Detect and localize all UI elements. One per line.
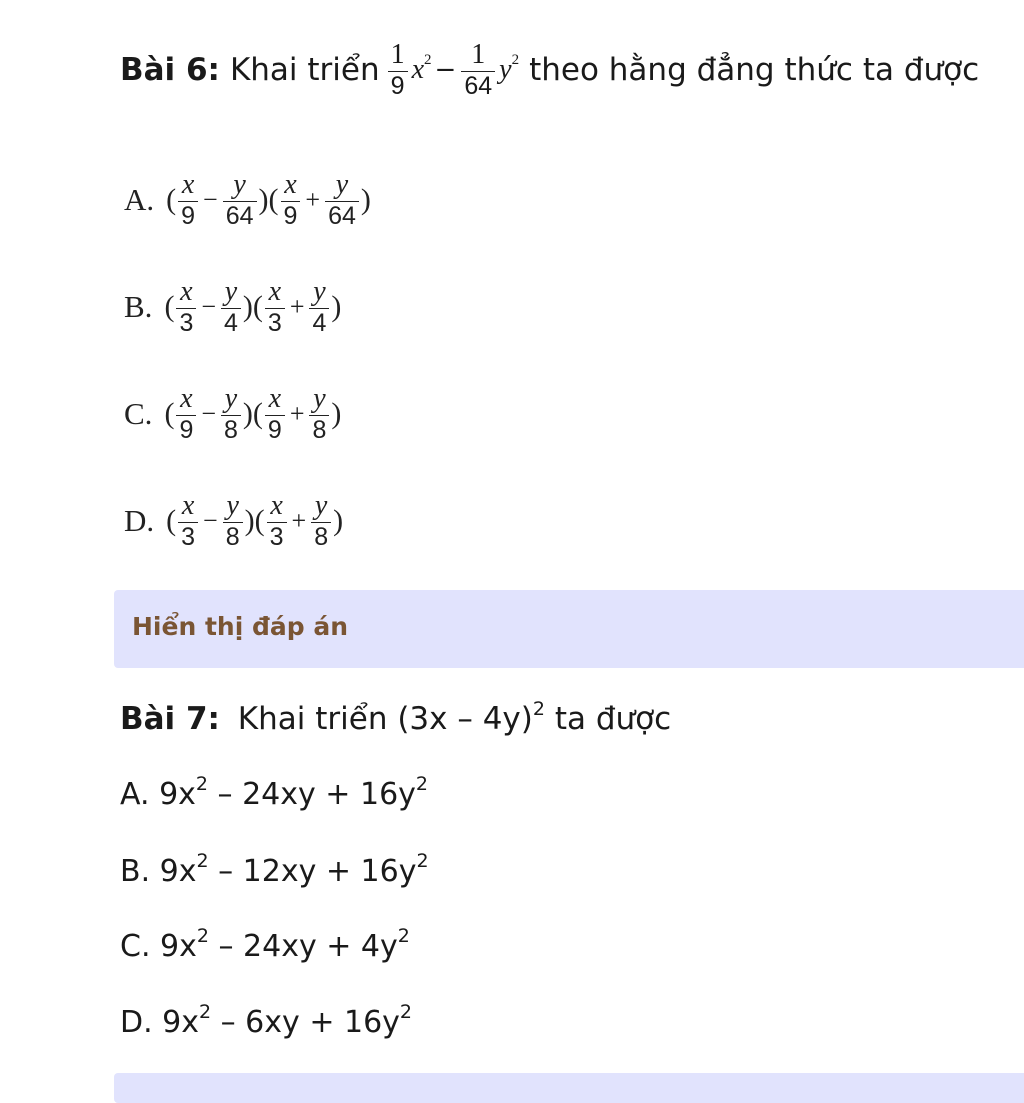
fraction-one-sixtyfourth: $\frac{1}{64}$ bbox=[461, 41, 495, 99]
problem-6-title bbox=[120, 30, 979, 110]
option-6b bbox=[124, 267, 341, 347]
problem-7-text: Khai triển (3x – 4y) bbox=[237, 701, 533, 737]
fraction-x: $\frac{x}{9}$ bbox=[265, 385, 285, 443]
plus-sign: + bbox=[289, 399, 305, 428]
minus-sign: − bbox=[203, 185, 218, 214]
mid-paren: )( bbox=[244, 504, 265, 537]
fraction-y: $\frac{y}{64}$ bbox=[325, 171, 359, 229]
fraction-y: $\frac{y}{4}$ bbox=[309, 278, 329, 336]
problem-7-text-after: ta được bbox=[554, 701, 672, 737]
option-7d: D. $9x^2 - 6xy + 16y^2$ bbox=[120, 1001, 413, 1040]
problem-7-title bbox=[120, 697, 671, 741]
fraction-y: $\frac{y}{8}$ bbox=[223, 492, 243, 550]
fraction-y: $\frac{y}{8}$ bbox=[311, 492, 331, 550]
open-paren: ( bbox=[164, 290, 175, 323]
plus-sign: + bbox=[305, 185, 321, 214]
close-paren: ) bbox=[360, 183, 371, 216]
problem-6-outro: theo hằng đẳng thức ta được bbox=[529, 52, 980, 88]
minus-sign: − bbox=[434, 55, 457, 85]
next-answer-panel[interactable] bbox=[114, 1073, 1024, 1103]
minus-sign: − bbox=[203, 506, 218, 535]
problem-7-label: Bài 7: bbox=[120, 701, 220, 737]
mid-paren: )( bbox=[258, 183, 279, 216]
fraction-x: $\frac{x}{9}$ bbox=[178, 171, 198, 229]
fraction-x: $\frac{x}{9}$ bbox=[176, 385, 196, 443]
option-7c: C. $9x^2 - 24xy + 4y^2$ bbox=[120, 925, 410, 964]
show-answer-button[interactable]: Hiển thị đáp án bbox=[132, 612, 349, 641]
option-6d bbox=[124, 481, 343, 561]
var-y-squared: $y^2$ bbox=[499, 51, 520, 85]
problem-7-exponent: 2 bbox=[532, 697, 545, 720]
fraction-one-ninth: $\frac{1}{9}$ bbox=[388, 41, 408, 99]
close-paren: ) bbox=[333, 504, 344, 537]
close-paren: ) bbox=[331, 290, 342, 323]
fraction-x: $\frac{x}{3}$ bbox=[267, 492, 287, 550]
fraction-x: $\frac{x}{3}$ bbox=[265, 278, 285, 336]
fraction-x: $\frac{x}{3}$ bbox=[178, 492, 198, 550]
plus-sign: + bbox=[289, 292, 305, 321]
fraction-x: $\frac{x}{9}$ bbox=[281, 171, 301, 229]
mid-paren: )( bbox=[242, 397, 263, 430]
fraction-x: $\frac{x}{3}$ bbox=[176, 278, 196, 336]
option-7a: A. $9x^2 - 24xy + 16y^2$ bbox=[120, 773, 428, 812]
show-answer-panel[interactable] bbox=[114, 590, 1024, 668]
problem-6-label: Bài 6: bbox=[120, 52, 220, 88]
minus-sign: − bbox=[201, 399, 217, 428]
mid-paren: )( bbox=[242, 290, 263, 323]
plus-sign: + bbox=[291, 506, 307, 535]
option-letter: A. bbox=[124, 182, 155, 217]
var-x-squared: $x^2$ bbox=[411, 51, 432, 85]
open-paren: ( bbox=[166, 504, 177, 537]
option-6c bbox=[124, 374, 341, 454]
fraction-y: $\frac{y}{64}$ bbox=[223, 171, 257, 229]
fraction-y: $\frac{y}{8}$ bbox=[221, 385, 241, 443]
fraction-y: $\frac{y}{8}$ bbox=[309, 385, 329, 443]
option-letter: D. bbox=[124, 503, 155, 538]
fraction-y: $\frac{y}{4}$ bbox=[221, 278, 241, 336]
option-letter: C. bbox=[124, 396, 153, 431]
option-6a bbox=[124, 160, 371, 240]
option-letter: B. bbox=[124, 289, 153, 324]
open-paren: ( bbox=[164, 397, 175, 430]
open-paren: ( bbox=[166, 183, 177, 216]
option-7b: B. $9x^2 - 12xy + 16y^2$ bbox=[120, 850, 429, 889]
close-paren: ) bbox=[331, 397, 342, 430]
problem-6-intro: Khai triển bbox=[229, 52, 380, 88]
minus-sign: − bbox=[201, 292, 217, 321]
